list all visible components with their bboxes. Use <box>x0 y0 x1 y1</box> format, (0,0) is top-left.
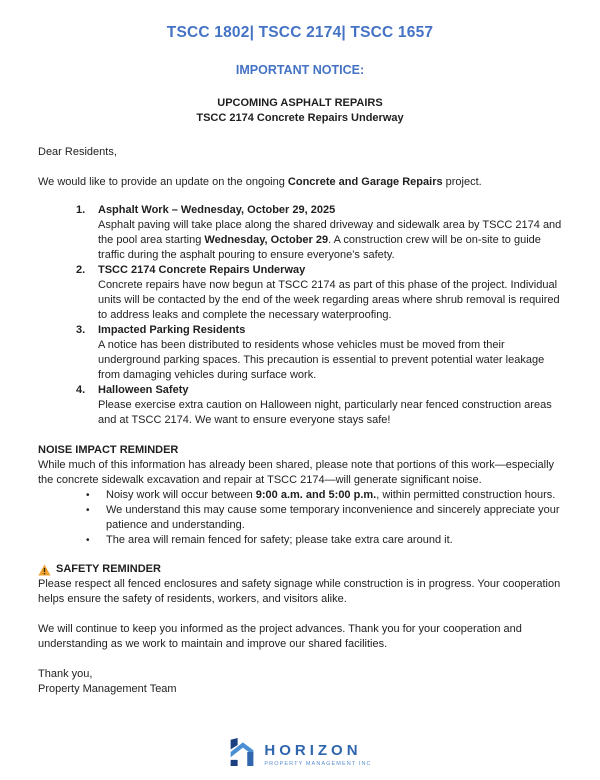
signoff-thanks: Thank you, <box>38 668 93 680</box>
list-item-body: Concrete repairs have now begun at TSCC 2174 as part of this phase of the project. Individual units will be contacted by the end of the week regarding areas where shrub removal is required to address leaks and complete the necessary waterproofing. <box>98 279 560 321</box>
bullet-item <box>86 533 562 548</box>
list-item-number: 1. <box>76 204 86 216</box>
list-item-content <box>98 203 562 263</box>
bullet-item <box>86 488 562 503</box>
logo-name: HORIZON <box>264 741 362 759</box>
closing-paragraph: We will continue to keep you informed as the project advances. Thank you for your cooperation and understanding as we work to maintain and improve our shared facilities. <box>38 623 522 650</box>
intro-paragraph: We would like to provide an update on the ongoing Concrete and Garage Repairs project. <box>38 176 482 188</box>
list-item-body: Please exercise extra caution on Halloween night, particularly near fenced construction areas and at TSCC 2174. We want to ensure everyone stays safe! <box>98 399 552 426</box>
warning-triangle-icon <box>38 564 51 576</box>
subtitle-line-2: TSCC 2174 Concrete Repairs Underway <box>196 112 404 124</box>
noise-impact-paragraph: While much of this information has already been shared, please note that portions of this work—especially the concrete sidewalk excavation and repair at TSCC 2174—will generate significant noise. <box>38 459 555 486</box>
bullet-item <box>86 503 562 533</box>
noise-impact-heading: NOISE IMPACT REMINDER <box>38 444 179 456</box>
list-item <box>76 323 562 383</box>
salutation: Dear Residents, <box>38 146 117 158</box>
horizon-house-icon <box>228 737 256 772</box>
list-item <box>76 383 562 428</box>
bullet-marker-icon: • <box>86 490 90 501</box>
safety-reminder-heading <box>38 562 562 577</box>
safety-reminder-paragraph: Please respect all fenced enclosures and safety signage while construction is in progress. Your cooperation helps ensure the safety of residents, workers, and visitors alike. <box>38 578 561 605</box>
list-item-title: Asphalt Work – Wednesday, October 29, 2025 <box>98 204 336 216</box>
bullet-text: We understand this may cause some temporary inconvenience and sincerely appreciate your patience and understanding. <box>106 504 560 531</box>
subtitle-line-1: UPCOMING ASPHALT REPAIRS <box>217 97 383 109</box>
list-item-number: 4. <box>76 384 86 396</box>
document-subtitle <box>38 96 562 126</box>
list-item-title: TSCC 2174 Concrete Repairs Underway <box>98 264 306 276</box>
noise-bullet-list <box>38 488 562 548</box>
bullet-marker-icon: • <box>86 535 90 546</box>
list-item-content <box>98 383 562 428</box>
list-item-number: 3. <box>76 324 86 336</box>
safety-reminder-label: SAFETY REMINDER <box>56 563 161 575</box>
list-item-content <box>98 263 562 323</box>
signoff-team: Property Management Team <box>38 683 177 695</box>
list-item-content <box>98 323 562 383</box>
important-notice-heading: IMPORTANT NOTICE: <box>235 63 365 77</box>
list-item <box>76 263 562 323</box>
page-title: TSCC 1802| TSCC 2174| TSCC 1657 <box>166 24 434 41</box>
list-item-title: Impacted Parking Residents <box>98 324 246 336</box>
list-item <box>76 203 562 263</box>
numbered-list <box>38 203 562 428</box>
logo-text <box>264 743 371 767</box>
list-item-number: 2. <box>76 264 86 276</box>
list-item-body: A notice has been distributed to residents whose vehicles must be moved from their underground parking spaces. This precaution is essential to prevent potential water leakage from damaging vehicles during surface work. <box>98 339 545 381</box>
list-item-body: Asphalt paving will take place along the shared driveway and sidewalk area by TSCC 2174 and the pool area starting Wednesday, October 29. A construction crew will be on-site to guide traffic during the asphalt pouring to ensure everyone’s safety. <box>98 219 562 261</box>
bullet-marker-icon: • <box>86 505 90 516</box>
bullet-text: The area will remain fenced for safety; please take extra care around it. <box>106 534 453 546</box>
horizon-logo <box>228 737 371 772</box>
footer <box>0 737 600 772</box>
signoff <box>38 667 562 697</box>
logo-tagline: PROPERTY MANAGEMENT INC <box>264 760 372 767</box>
list-item-title: Halloween Safety <box>98 384 189 396</box>
bullet-text: Noisy work will occur between 9:00 a.m. and 5:00 p.m., within permitted construction hours. <box>106 489 556 501</box>
